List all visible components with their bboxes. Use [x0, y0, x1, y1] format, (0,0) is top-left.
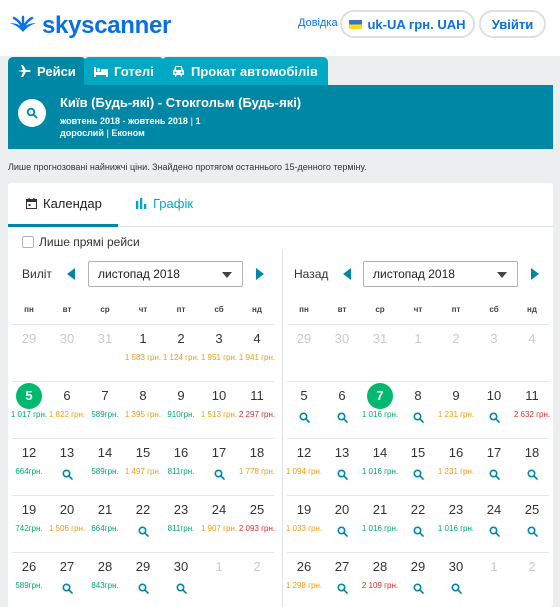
calendar-day[interactable] — [285, 440, 323, 496]
calendar-day[interactable] — [513, 383, 551, 439]
calendar-day[interactable] — [399, 497, 437, 553]
direct-flights-checkbox[interactable] — [22, 236, 34, 248]
search-icon[interactable] — [527, 469, 538, 480]
calendar-day — [323, 326, 361, 382]
calendar-day[interactable] — [162, 554, 200, 607]
calendar-day[interactable] — [399, 440, 437, 496]
day-price: 664грн. — [15, 467, 43, 476]
day-number: 15 — [410, 445, 426, 460]
day-number: 22 — [135, 502, 151, 517]
day-number: 3 — [490, 331, 498, 346]
calendar-day[interactable] — [162, 497, 200, 553]
locale-label: uk-UA грн. UAH — [367, 16, 466, 32]
day-price: 1 822 грн. — [48, 410, 86, 419]
day-number: 26 — [21, 559, 37, 574]
day-number: 4 — [253, 331, 261, 346]
day-price: 1 778 грн. — [238, 467, 276, 476]
tab-graph-label: Графік — [153, 195, 194, 211]
calendar-day[interactable] — [86, 440, 124, 496]
calendar-day-selected[interactable] — [10, 383, 48, 439]
day-price: 910грн. — [167, 410, 195, 419]
calendar-day[interactable] — [238, 326, 276, 382]
search-icon[interactable] — [62, 469, 73, 480]
inbound-next-month-arrow-icon[interactable] — [531, 268, 539, 280]
day-number: 30 — [59, 331, 75, 346]
day-number: 18 — [524, 445, 540, 460]
calendar-icon — [26, 198, 37, 209]
day-number: 1 — [139, 331, 147, 346]
search-icon[interactable] — [489, 526, 500, 537]
day-number: 5 — [300, 388, 308, 403]
login-button[interactable]: Увійти — [479, 10, 546, 38]
direct-flights-toggle[interactable] — [22, 235, 140, 249]
passenger-type: дорослий — [60, 128, 104, 138]
day-price: 1 016 грн. — [361, 524, 399, 533]
calendar-day[interactable] — [323, 383, 361, 439]
search-icon[interactable] — [337, 469, 348, 480]
day-price: 1 941 грн. — [238, 353, 276, 362]
tab-calendar-label: Календар — [43, 195, 102, 211]
calendar-day[interactable] — [475, 440, 513, 496]
outbound-prev-month-arrow-icon[interactable] — [67, 268, 75, 280]
skyscanner-logo-icon — [8, 14, 38, 38]
search-icon[interactable] — [176, 583, 187, 594]
calendar-day[interactable] — [285, 497, 323, 553]
tab-hotels-label: Готелі — [114, 63, 154, 79]
day-number: 9 — [452, 388, 460, 403]
calendar-day — [475, 326, 513, 382]
day-number: 8 — [139, 388, 147, 403]
outbound-month-row — [8, 261, 282, 287]
calendar-day[interactable] — [124, 440, 162, 496]
weekday-label: пн — [24, 305, 34, 314]
day-number: 14 — [372, 445, 388, 460]
day-price: 843грн. — [91, 581, 119, 590]
calendar-day[interactable] — [162, 383, 200, 439]
day-number: 2 — [528, 559, 536, 574]
search-icon[interactable] — [413, 583, 424, 594]
search-icon[interactable] — [337, 412, 348, 423]
tab-car-rental[interactable] — [162, 57, 328, 85]
passenger-count: 1 — [195, 116, 201, 126]
calendar-day[interactable] — [285, 554, 323, 607]
day-number: 7 — [101, 388, 109, 403]
day-price: 1 231 грн. — [437, 467, 475, 476]
calendar-day — [285, 326, 323, 382]
calendar-day[interactable] — [86, 383, 124, 439]
calendar-day — [437, 326, 475, 382]
day-price: 811грн. — [167, 524, 195, 533]
weekday-label: пт — [451, 305, 461, 314]
day-number: 30 — [448, 559, 464, 574]
day-number: 6 — [338, 388, 346, 403]
weekday-label: вт — [62, 305, 72, 314]
search-icon[interactable] — [138, 583, 149, 594]
calendar-day[interactable] — [200, 440, 238, 496]
day-number: 29 — [410, 559, 426, 574]
calendar-day — [361, 326, 399, 382]
day-number: 25 — [524, 502, 540, 517]
day-price: 1 016 грн. — [361, 410, 399, 419]
calendar-day[interactable] — [399, 554, 437, 607]
day-number: 25 — [249, 502, 265, 517]
day-number: 22 — [410, 502, 426, 517]
search-icon[interactable] — [62, 583, 73, 594]
day-number: 29 — [296, 331, 312, 346]
top-bar — [0, 0, 560, 56]
day-number: 13 — [59, 445, 75, 460]
chevron-down-icon — [497, 272, 507, 278]
day-number: 26 — [296, 559, 312, 574]
day-number: 1 — [215, 559, 223, 574]
day-price: 1 513 грн. — [200, 410, 238, 419]
calendar-day[interactable] — [285, 383, 323, 439]
direct-flights-label: Лише прямі рейси — [39, 235, 140, 249]
day-number: 28 — [372, 559, 388, 574]
day-number: 20 — [334, 502, 350, 517]
weekday-label: чт — [413, 305, 423, 314]
calendar-day[interactable] — [323, 440, 361, 496]
tab-hotels[interactable] — [84, 57, 164, 85]
outbound-month-value: листопад 2018 — [98, 267, 180, 281]
price-notice: Лише прогнозовані найнижчі ціни. Знайдено протягом останнього 15-денного терміну. — [8, 162, 367, 172]
day-number: 14 — [97, 445, 113, 460]
day-number: 11 — [250, 388, 264, 403]
day-price: 1 124 грн. — [162, 353, 200, 362]
day-number: 30 — [334, 331, 350, 346]
day-number: 2 — [177, 331, 185, 346]
day-number: 2 — [253, 559, 261, 574]
logo[interactable] — [8, 12, 171, 40]
cabin-class: Економ — [111, 128, 145, 138]
calendar-day[interactable] — [361, 497, 399, 553]
calendar-day[interactable] — [48, 440, 86, 496]
day-price: 2 093 грн. — [238, 524, 276, 533]
day-price: 1 583 грн. — [124, 353, 162, 362]
calendar-day[interactable] — [124, 326, 162, 382]
calendar-day[interactable] — [437, 497, 475, 553]
search-icon[interactable] — [413, 526, 424, 537]
day-price: 1 907 грн. — [200, 524, 238, 533]
tab-graph[interactable] — [136, 193, 193, 213]
day-number: 23 — [448, 502, 464, 517]
calendar-day — [86, 326, 124, 382]
day-price: 589грн. — [91, 410, 119, 419]
inbound-month-value: листопад 2018 — [373, 267, 455, 281]
weekday-label: чт — [138, 305, 148, 314]
weekday-label: нд — [252, 305, 262, 314]
search-icon[interactable] — [138, 526, 149, 537]
day-number: 27 — [59, 559, 75, 574]
day-price: 589грн. — [91, 467, 119, 476]
day-number: 10 — [486, 388, 502, 403]
day-number: 5 — [16, 383, 42, 409]
outbound-next-month-arrow-icon[interactable] — [256, 268, 264, 280]
day-price: 2 109 грн. — [361, 581, 399, 590]
day-number: 31 — [97, 331, 113, 346]
day-price: 1 016 грн. — [437, 524, 475, 533]
search-details: жовтень 2018 - жовтень 2018 | 1 дорослий | Економ — [60, 116, 201, 138]
day-number: 15 — [135, 445, 151, 460]
search-summary[interactable] — [8, 85, 553, 149]
calendar-day — [48, 326, 86, 382]
day-number: 29 — [21, 331, 37, 346]
calendar-day[interactable] — [361, 554, 399, 607]
day-number: 12 — [21, 445, 37, 460]
day-price: 1 094 грн. — [285, 467, 323, 476]
search-icon[interactable] — [527, 526, 538, 537]
calendar-day[interactable] — [238, 383, 276, 439]
tab-car-rental-label: Прокат автомобілів — [191, 63, 318, 79]
plane-icon — [18, 65, 31, 77]
tab-flights-label: Рейси — [37, 63, 76, 79]
day-price: 1 033 грн. — [285, 524, 323, 533]
calendar-day[interactable] — [361, 440, 399, 496]
day-number: 24 — [486, 502, 502, 517]
search-icon[interactable] — [337, 583, 348, 594]
calendar-day[interactable] — [513, 440, 551, 496]
search-icon[interactable] — [299, 412, 310, 423]
calendar-day[interactable] — [475, 383, 513, 439]
calendar-day[interactable] — [10, 440, 48, 496]
day-price: 1 017 грн. — [10, 410, 48, 419]
calendar-day[interactable] — [399, 383, 437, 439]
search-icon[interactable] — [451, 583, 462, 594]
day-number: 21 — [97, 502, 113, 517]
calendar-day-selected[interactable] — [361, 383, 399, 439]
day-number: 16 — [173, 445, 189, 460]
day-price: 664грн. — [91, 524, 119, 533]
day-number: 31 — [372, 331, 388, 346]
day-number: 1 — [414, 331, 422, 346]
weekday-label: сб — [489, 305, 499, 314]
tab-flights[interactable] — [8, 57, 86, 85]
day-number: 28 — [97, 559, 113, 574]
day-number: 24 — [211, 502, 227, 517]
inbound-label: Назад — [294, 267, 329, 281]
car-icon — [172, 65, 185, 77]
locale-button[interactable] — [340, 10, 475, 38]
tab-calendar[interactable] — [26, 193, 102, 213]
weekday-label: ср — [375, 305, 385, 314]
outbound-label: Виліт — [22, 267, 52, 281]
weekday-label: ср — [100, 305, 110, 314]
calendar-day[interactable] — [10, 497, 48, 553]
week-divider — [287, 324, 549, 325]
day-number: 4 — [528, 331, 536, 346]
calendar-day — [399, 326, 437, 382]
calendar-day — [513, 554, 551, 607]
calendar-day[interactable] — [124, 497, 162, 553]
calendar-panel — [8, 183, 553, 607]
inbound-prev-month-arrow-icon[interactable] — [343, 268, 351, 280]
day-number: 6 — [63, 388, 71, 403]
day-price: 2 632 грн. — [513, 410, 551, 419]
weekday-label: нд — [527, 305, 537, 314]
day-price: 589грн. — [15, 581, 43, 590]
calendar-day[interactable] — [124, 554, 162, 607]
active-tab-indicator — [8, 224, 118, 227]
search-icon[interactable] — [214, 469, 225, 480]
brand-name: skyscanner — [42, 12, 172, 39]
day-number: 18 — [249, 445, 265, 460]
calendar-day[interactable] — [48, 383, 86, 439]
day-number: 7 — [367, 383, 393, 409]
calendar-day[interactable] — [513, 497, 551, 553]
inbound-month-row — [283, 261, 553, 287]
chevron-down-icon — [222, 272, 232, 278]
day-price: 1 016 грн. — [361, 467, 399, 476]
day-number: 29 — [135, 559, 151, 574]
weekday-label: сб — [214, 305, 224, 314]
day-number: 27 — [334, 559, 350, 574]
day-number: 19 — [296, 502, 312, 517]
day-number: 1 — [490, 559, 498, 574]
calendar-day — [200, 554, 238, 607]
bed-icon — [94, 66, 108, 77]
day-number: 9 — [177, 388, 185, 403]
day-price: 742грн. — [15, 524, 43, 533]
bar-chart-icon — [136, 198, 147, 209]
calendar-day[interactable] — [86, 497, 124, 553]
day-number: 19 — [21, 502, 37, 517]
calendar-day[interactable] — [437, 383, 475, 439]
day-price: 1 506 грн. — [48, 524, 86, 533]
search-icon[interactable] — [337, 526, 348, 537]
calendar-day[interactable] — [437, 440, 475, 496]
search-icon[interactable] — [413, 412, 424, 423]
outbound-month-select[interactable] — [88, 261, 243, 287]
calendar-day[interactable] — [323, 497, 361, 553]
date-range: жовтень 2018 - жовтень 2018 — [60, 116, 188, 126]
calendar-day[interactable] — [323, 554, 361, 607]
weekday-label: вт — [337, 305, 347, 314]
calendar-day[interactable] — [86, 554, 124, 607]
calendar-day[interactable] — [200, 326, 238, 382]
day-price: 1 395 грн. — [124, 410, 162, 419]
inbound-month-select[interactable] — [363, 261, 518, 287]
calendar-day[interactable] — [162, 326, 200, 382]
week-divider — [12, 324, 274, 325]
day-number: 3 — [215, 331, 223, 346]
calendar-divider — [282, 249, 283, 607]
day-price: 811грн. — [167, 467, 195, 476]
day-price: 1 298 грн. — [285, 581, 323, 590]
calendar-day — [10, 326, 48, 382]
calendar-day[interactable] — [124, 383, 162, 439]
route-title: Київ (Будь-які) - Стокгольм (Будь-які) — [60, 95, 302, 110]
day-number: 16 — [448, 445, 464, 460]
day-number: 13 — [334, 445, 350, 460]
calendar-day[interactable] — [238, 497, 276, 553]
calendar-day[interactable] — [162, 440, 200, 496]
calendar-day[interactable] — [10, 554, 48, 607]
weekday-label: пт — [176, 305, 186, 314]
day-number: 21 — [372, 502, 388, 517]
day-number: 30 — [173, 559, 189, 574]
day-number: 23 — [173, 502, 189, 517]
day-number: 17 — [211, 445, 227, 460]
day-number: 11 — [525, 388, 539, 403]
calendar-day — [238, 554, 276, 607]
day-price: 2 297 грн. — [238, 410, 276, 419]
search-icon[interactable] — [18, 99, 46, 127]
ukraine-flag-icon — [349, 20, 362, 29]
calendar-day[interactable] — [238, 440, 276, 496]
calendar-day[interactable] — [475, 497, 513, 553]
help-link[interactable]: Довідка — [298, 17, 338, 29]
calendar-day[interactable] — [437, 554, 475, 607]
weekday-label: пн — [299, 305, 309, 314]
day-number: 8 — [414, 388, 422, 403]
search-icon[interactable] — [489, 412, 500, 423]
calendar-day[interactable] — [48, 497, 86, 553]
day-price: 1 951 грн. — [200, 353, 238, 362]
calendar-day[interactable] — [48, 554, 86, 607]
day-number: 2 — [452, 331, 460, 346]
day-price: 1 231 грн. — [437, 410, 475, 419]
day-number: 17 — [486, 445, 502, 460]
day-number: 10 — [211, 388, 227, 403]
calendar-day[interactable] — [200, 383, 238, 439]
calendar-day — [513, 326, 551, 382]
calendar-day — [475, 554, 513, 607]
day-number: 12 — [296, 445, 312, 460]
calendar-day[interactable] — [200, 497, 238, 553]
search-icon[interactable] — [489, 469, 500, 480]
search-icon[interactable] — [413, 469, 424, 480]
day-price: 1 497 грн. — [124, 467, 162, 476]
day-number: 20 — [59, 502, 75, 517]
